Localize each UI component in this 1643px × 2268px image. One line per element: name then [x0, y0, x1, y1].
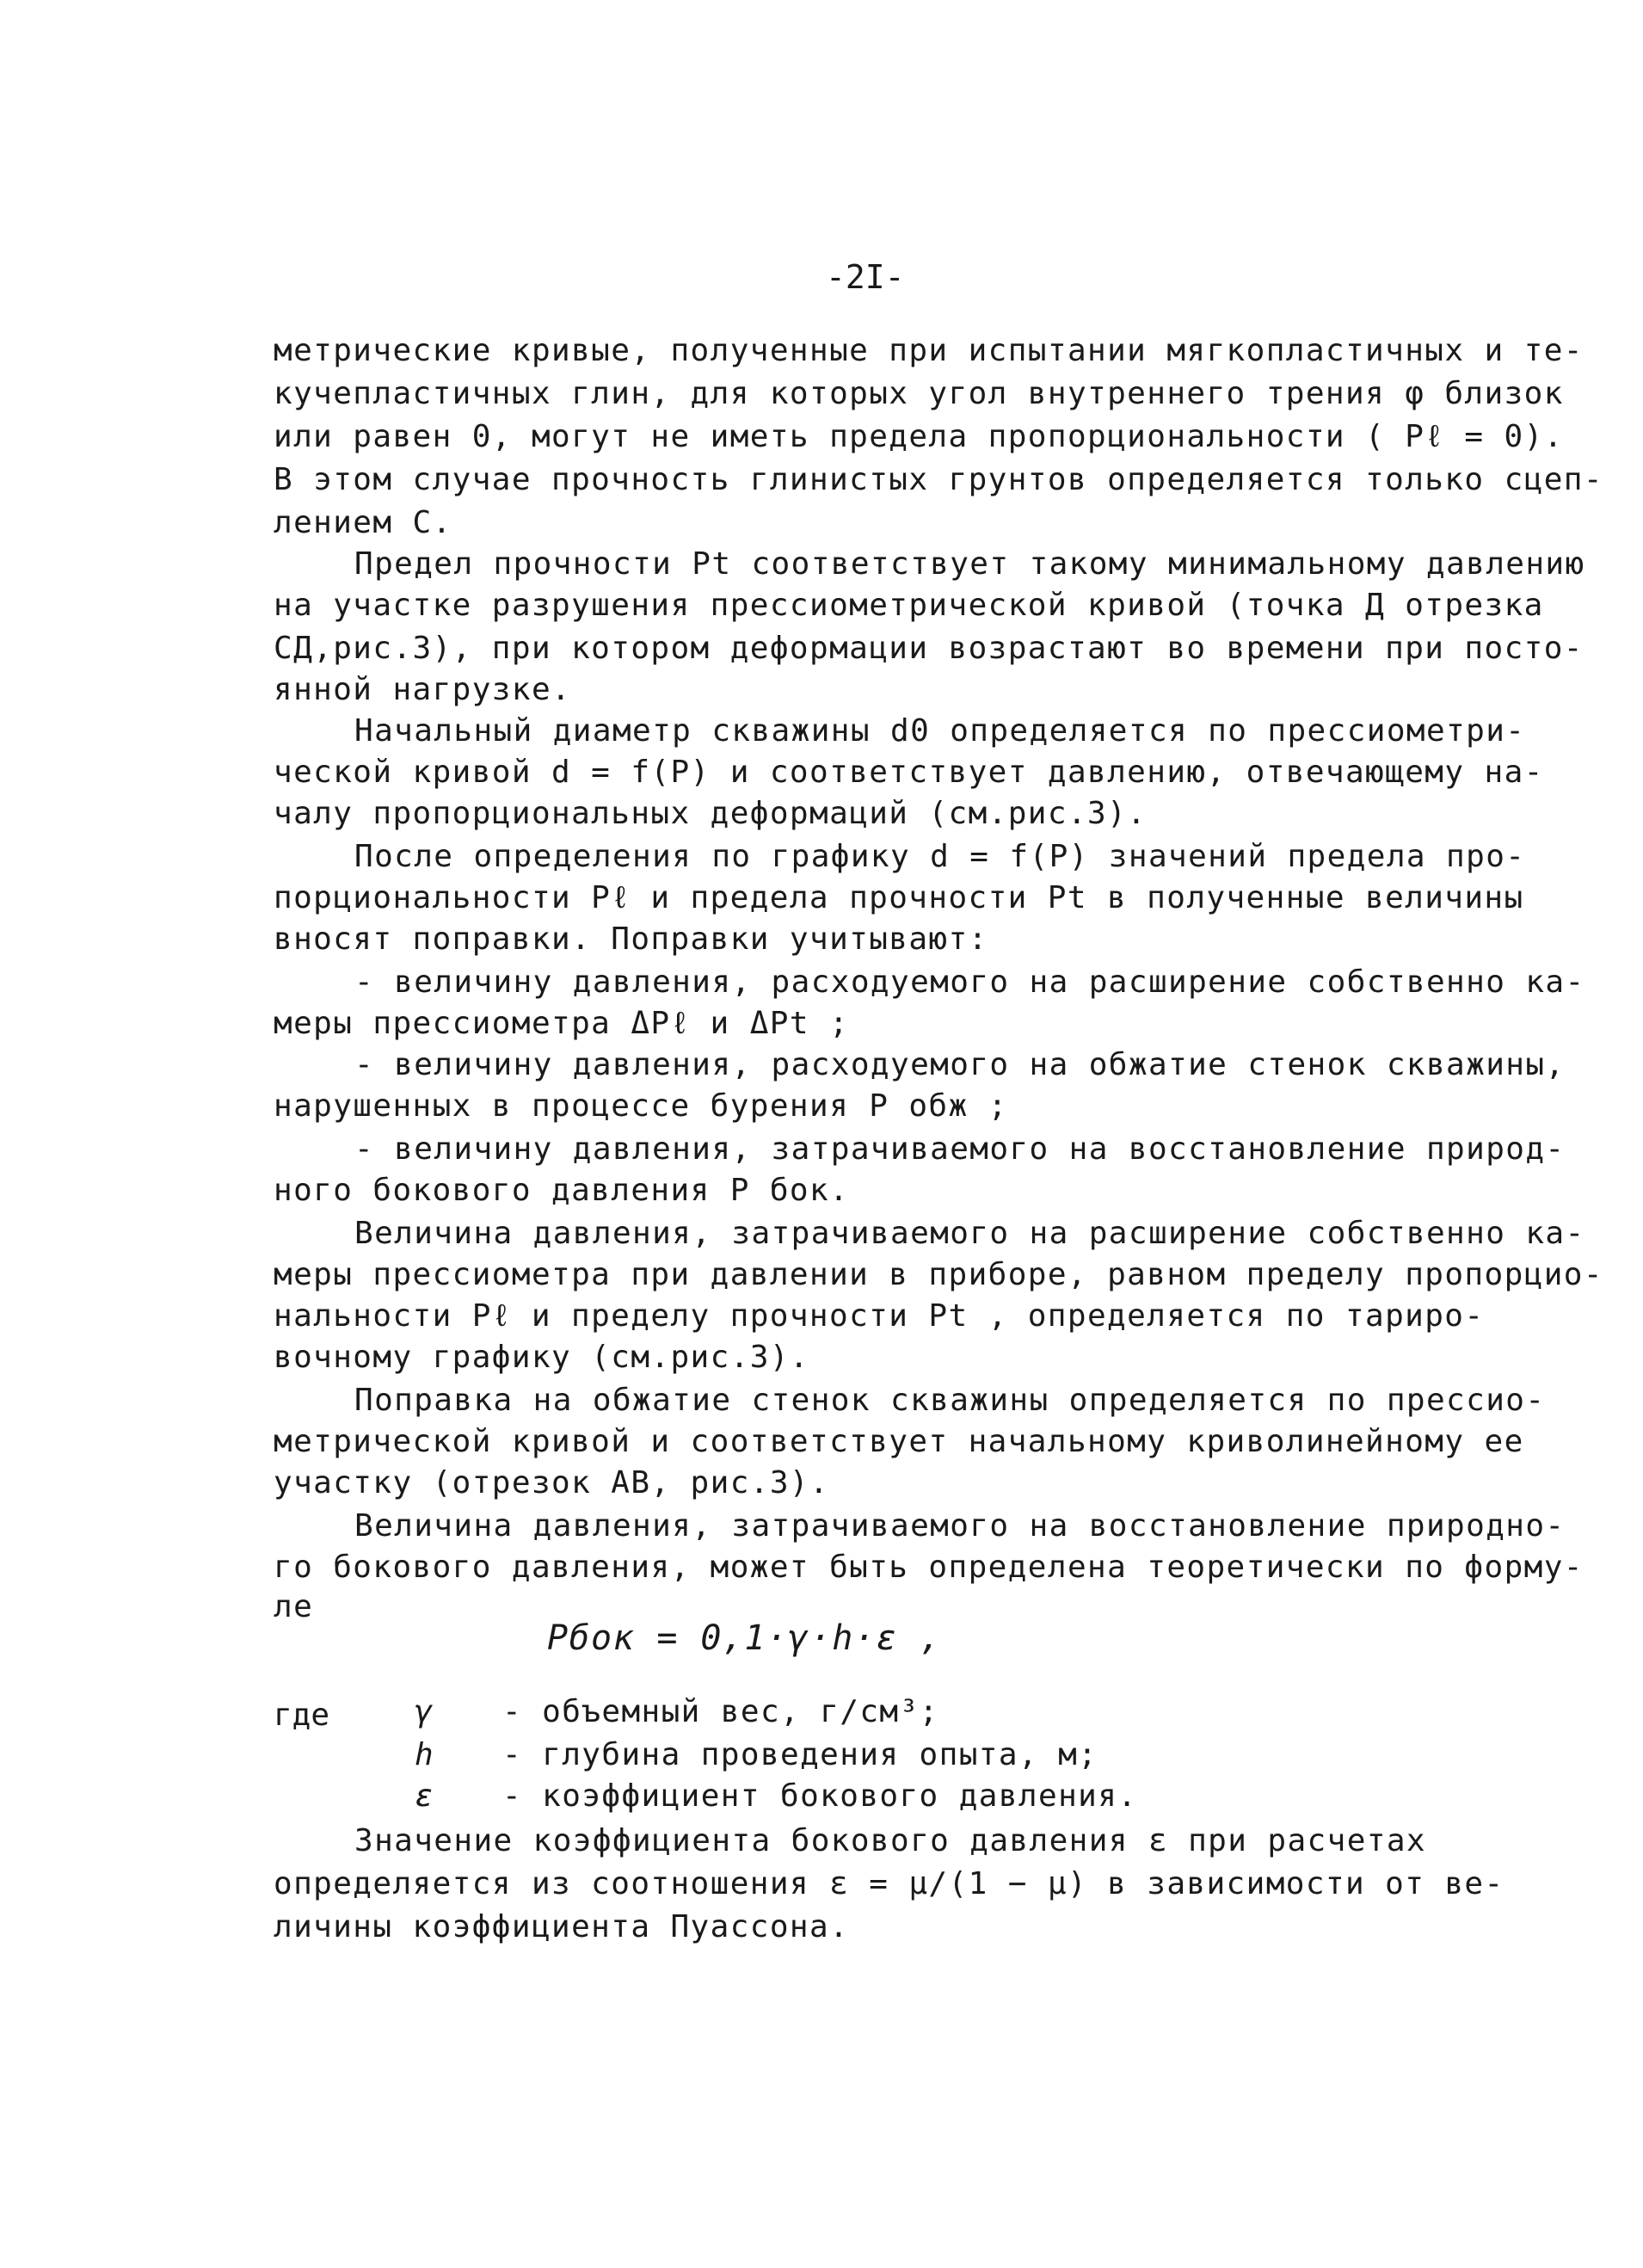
text-line: меры прессиометра при давлении в приборе, равном пределу пропорцио- [274, 1257, 1603, 1292]
formula: Pбок = 0,1·γ·h·ε , [547, 1618, 942, 1658]
bullet-line: ного бокового давления P бок. [274, 1173, 850, 1208]
text-line: участку (отрезок АВ, рис.3). [274, 1465, 830, 1501]
text-line: В этом случае прочность глинистых грунтов определяется только сцеп- [274, 462, 1603, 497]
bullet-line: меры прессиометра ΔPℓ и ΔPt ; [274, 1006, 850, 1041]
text-line: вочному графику (см.рис.3). [274, 1340, 809, 1375]
page-number: -2I- [826, 258, 905, 296]
text-line: ческой кривой d = f(P) и соответствует давлению, отвечающему на- [274, 755, 1544, 790]
bullet-line: - величину давления, затрачиваемого на восстановление природ- [354, 1131, 1566, 1167]
text-line: или равен 0, могут не иметь предела пропорциональности ( Pℓ = 0). [274, 419, 1564, 454]
text-line: Значение коэффициента бокового давления ε при расчетах [354, 1823, 1426, 1858]
text-line: метрической кривой и соответствует начальному криволинейному ее [274, 1424, 1524, 1459]
text-line: Величина давления, затрачиваемого на расширение собственно ка- [354, 1216, 1585, 1251]
text-line: Начальный диаметр скважины d0 определяется по прессиометри- [354, 713, 1526, 749]
text-line: личины коэффициента Пуассона. [274, 1909, 850, 1944]
text-line: чалу пропорциональных деформаций (см.рис.3). [274, 796, 1148, 831]
text-line: определяется из соотношения ε = μ/(1 − μ) в зависимости от ве- [274, 1866, 1505, 1901]
text-line: на участке разрушения прессиометрической кривой (точка Д отрезка [274, 588, 1544, 623]
text-line: ле [274, 1589, 314, 1624]
text-line: го бокового давления, может быть определена теоретически по форму- [274, 1550, 1584, 1585]
text-line: порциональности Pℓ и предела прочности Pt в полученные величины [274, 880, 1524, 915]
symbol-h: h [415, 1737, 434, 1772]
text-line: янной нагрузке. [274, 672, 572, 707]
text-line: нальности Pℓ и пределу прочности Pt , определяется по тариро- [274, 1298, 1485, 1334]
text-line: Величина давления, затрачиваемого на восстановление природно- [354, 1508, 1566, 1544]
text-line: После определения по графику d = f(P) значений предела про- [354, 839, 1526, 874]
definition-text: - глубина проведения опыта, м; [502, 1737, 1098, 1772]
text-line: лением С. [274, 505, 452, 540]
bullet-line: нарушенных в процессе бурения P обж ; [274, 1088, 1008, 1124]
symbol-epsilon: ε [415, 1778, 434, 1814]
text-line: Поправка на обжатие стенок скважины определяется по прессио- [354, 1383, 1546, 1418]
text-line: вносят поправки. Поправки учитывают: [274, 921, 988, 957]
bullet-line: - величину давления, расходуемого на расширение собственно ка- [354, 965, 1585, 1000]
text-line: метрические кривые, полученные при испытании мягкопластичных и те- [274, 333, 1584, 368]
text-line: СД,рис.3), при котором деформации возрастают во времени при посто- [274, 631, 1584, 666]
symbol-gamma: γ [415, 1694, 434, 1729]
text-line: кучепластичных глин, для которых угол внутреннего трения φ близок [274, 376, 1564, 411]
text-line: Предел прочности Pt соответствует такому минимальному давлению [354, 546, 1585, 582]
bullet-line: - величину давления, расходуемого на обжатие стенок скважины, [354, 1047, 1566, 1082]
definition-text: - коэффициент бокового давления. [502, 1778, 1138, 1814]
definition-text: - объемный вес, г/см³; [502, 1694, 939, 1729]
where-label: где [274, 1698, 330, 1733]
